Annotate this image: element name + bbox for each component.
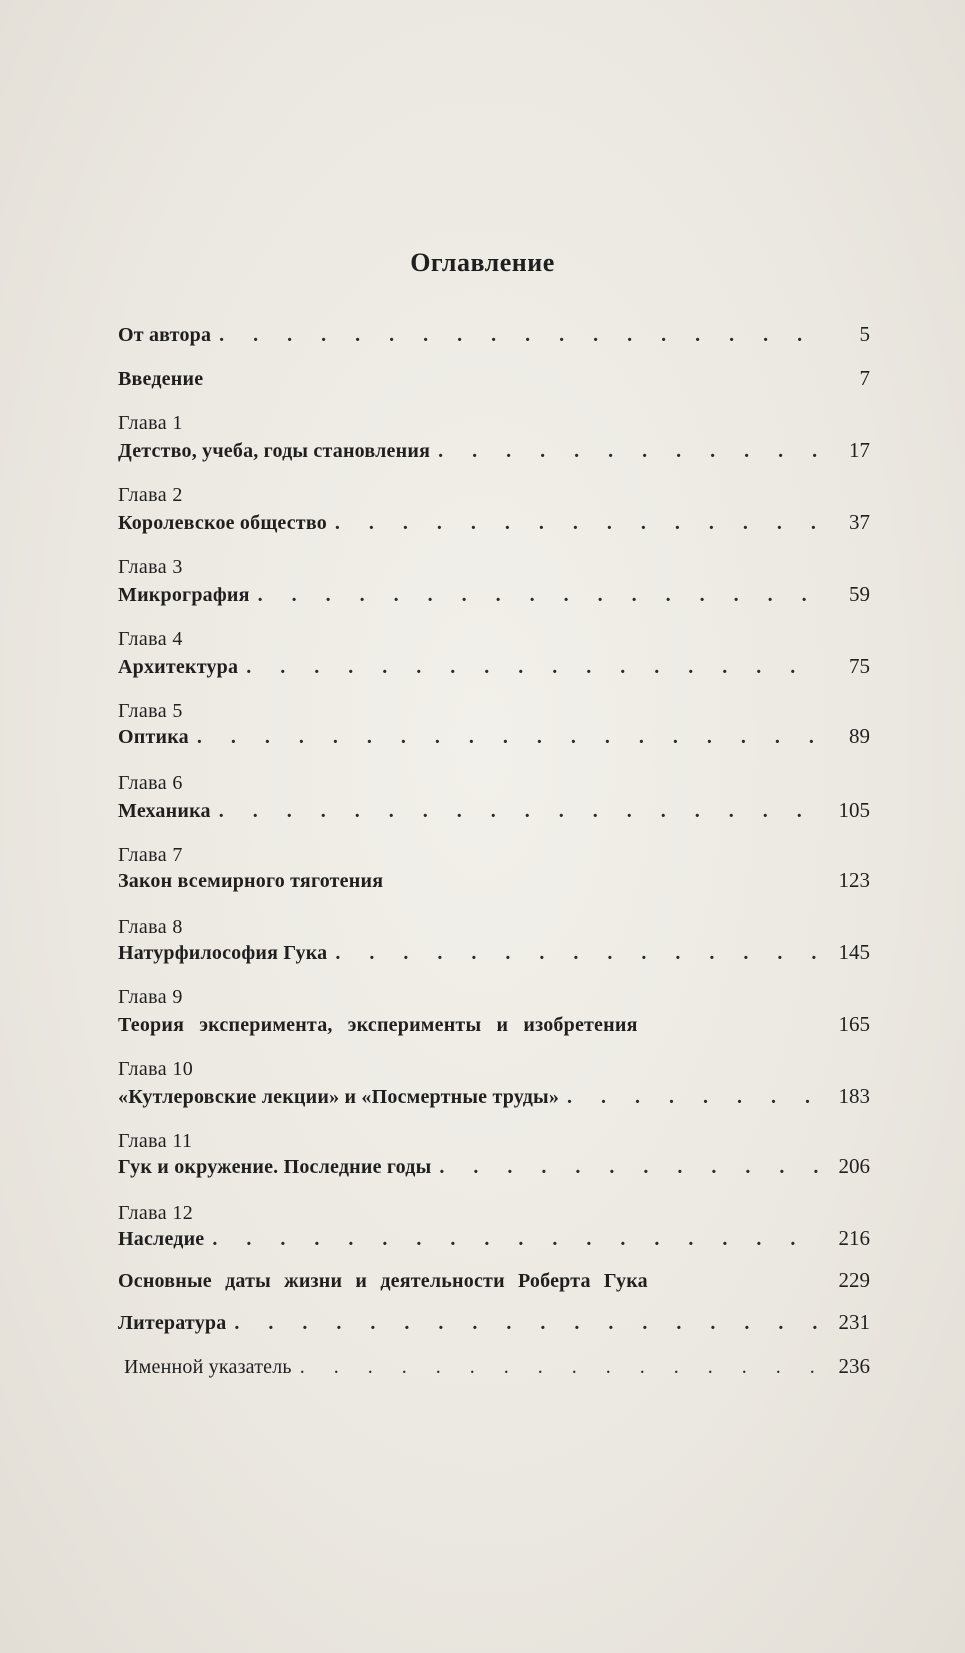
chapter-label: Глава 1	[118, 412, 183, 434]
toc-entry-title: Наследие	[118, 1228, 205, 1250]
toc-entry-page: 37	[849, 510, 870, 534]
toc-entry[interactable]	[118, 654, 870, 684]
chapter-label: Глава 11	[118, 1130, 193, 1152]
toc-entry[interactable]	[118, 1012, 870, 1042]
chapter-label: Глава 12	[118, 1202, 194, 1224]
chapter-label: Глава 8	[118, 916, 183, 938]
toc-entry-title: Механика	[118, 800, 211, 822]
toc-entry-page: 7	[859, 366, 870, 390]
toc-entry[interactable]	[118, 868, 870, 898]
toc-entry[interactable]	[118, 1310, 870, 1340]
toc-entry-title: Закон всемирного тяготения	[118, 870, 384, 892]
toc-entry[interactable]	[118, 1154, 870, 1184]
toc-entry[interactable]	[118, 1268, 870, 1298]
leader-dots	[258, 584, 818, 607]
toc-entry-page: 17	[849, 438, 870, 462]
toc-entry-title: Архитектура	[118, 656, 239, 678]
chapter-label: Глава 6	[118, 772, 183, 794]
toc-entry-title: Именной указатель	[124, 1356, 292, 1378]
toc-entry-title: Микрография	[118, 584, 250, 606]
toc-entry-title: Введение	[118, 368, 204, 390]
leader-dots	[219, 800, 818, 823]
chapter-label: Глава 3	[118, 556, 183, 578]
leader-dots	[300, 1356, 818, 1379]
toc-entry-title: Королевское общество	[118, 512, 327, 534]
toc-entry-page: 59	[849, 582, 870, 606]
toc-entry[interactable]	[124, 1354, 870, 1384]
leader-dots	[335, 942, 818, 965]
leader-dots	[438, 440, 818, 463]
toc-entry-title: Литература	[118, 1312, 227, 1334]
toc-entry[interactable]	[118, 1084, 870, 1114]
toc-entry[interactable]	[118, 582, 870, 612]
leader-dots	[197, 726, 818, 749]
chapter-label: Глава 9	[118, 986, 183, 1008]
toc-entry-page: 123	[838, 868, 870, 892]
toc-entry-title: Оптика	[118, 726, 189, 748]
toc-entry-page: 105	[838, 798, 870, 822]
toc-entry-title: Основные даты жизни и деятельности Роберта Гука	[118, 1270, 648, 1292]
chapter-label: Глава 2	[118, 484, 183, 506]
toc-entry-page: 145	[838, 940, 870, 964]
toc-entry[interactable]	[118, 798, 870, 828]
toc-entry-title: Теория эксперимента, эксперименты и изобретения	[118, 1014, 638, 1036]
chapter-label: Глава 7	[118, 844, 183, 866]
leader-dots	[219, 324, 818, 347]
toc-entry-title: Гук и окружение. Последние годы	[118, 1156, 432, 1178]
toc-entry-title: Детство, учеба, годы становления	[118, 440, 431, 462]
leader-dots	[246, 656, 818, 679]
toc-entry-page: 206	[838, 1154, 870, 1178]
leader-dots	[567, 1086, 818, 1109]
toc-entry[interactable]	[118, 940, 870, 970]
toc-entry-page: 75	[849, 654, 870, 678]
toc-entry-page: 183	[838, 1084, 870, 1108]
toc-heading: Оглавление	[410, 248, 555, 277]
leader-dots	[335, 512, 818, 535]
toc-entry[interactable]	[118, 724, 870, 754]
toc-entry-page: 236	[838, 1354, 870, 1378]
toc-entry[interactable]	[118, 366, 870, 396]
toc-entry-page: 231	[838, 1310, 870, 1334]
toc-entry[interactable]	[118, 1226, 870, 1256]
toc-entry-title: «Кутлеровские лекции» и «Посмертные труды»	[118, 1086, 560, 1108]
chapter-label: Глава 4	[118, 628, 183, 650]
toc-entry-title: От автора	[118, 324, 212, 346]
toc-entry-title: Натурфилософия Гука	[118, 942, 328, 964]
toc-entry-page: 5	[859, 322, 870, 346]
toc-entry-page: 89	[849, 724, 870, 748]
toc-entry-page: 216	[838, 1226, 870, 1250]
leader-dots	[439, 1156, 818, 1179]
toc-entry[interactable]	[118, 438, 870, 468]
chapter-label: Глава 10	[118, 1058, 194, 1080]
toc-entry[interactable]	[118, 322, 870, 352]
toc-entry-page: 165	[838, 1012, 870, 1036]
leader-dots	[212, 1228, 818, 1251]
leader-dots	[234, 1312, 818, 1335]
toc-entry-page: 229	[838, 1268, 870, 1292]
chapter-label: Глава 5	[118, 700, 183, 722]
toc-entry[interactable]	[118, 510, 870, 540]
